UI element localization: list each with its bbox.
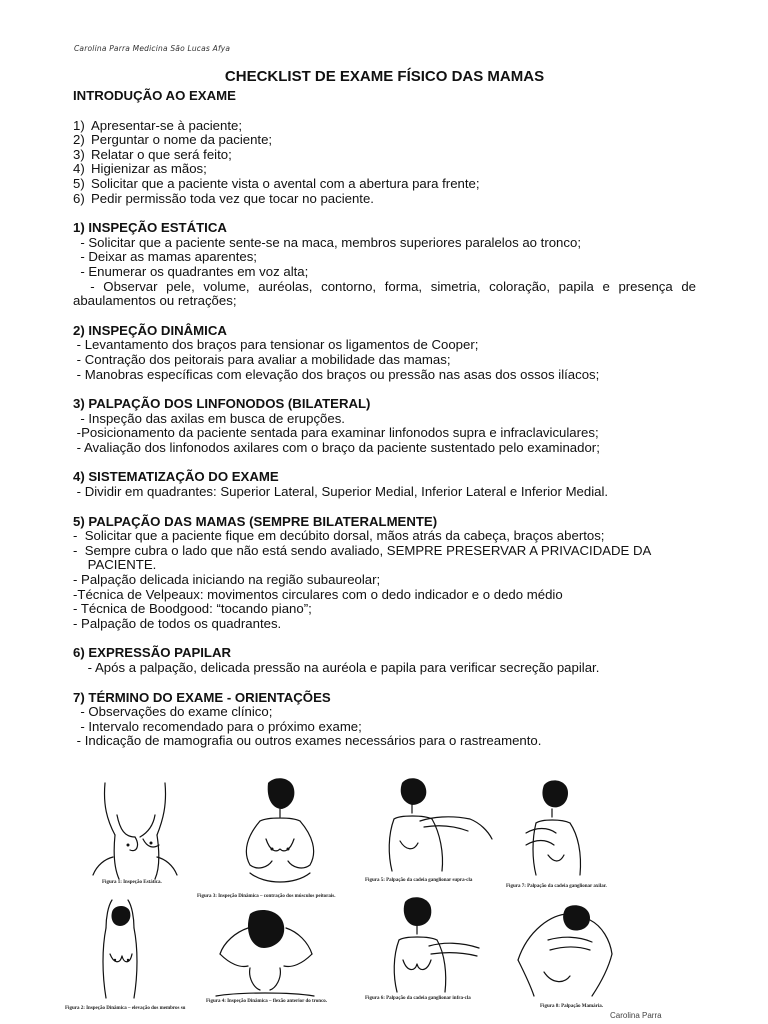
intro-item <box>73 177 696 192</box>
section-line: - Deixar as mamas aparentes; <box>73 249 257 265</box>
figure-3-illustration <box>220 775 340 890</box>
spacer <box>73 309 696 324</box>
footer-note: Carolina Parra <box>610 1011 662 1020</box>
section-line: - Indicação de mamografia ou outros exames necessários para o rastreamento. <box>73 733 542 749</box>
item-text: Solicitar que a paciente vista o avental com a abertura para frente; <box>91 175 480 191</box>
item-number: 4) <box>73 161 85 177</box>
intro-list <box>73 119 696 207</box>
section-line: - Intervalo recomendado para o próximo exame; <box>73 718 362 734</box>
figure-panel <box>60 770 620 1015</box>
item-text: Perguntar o nome da paciente; <box>91 132 273 148</box>
section-line: - Solicitar que a paciente fique em decúbito dorsal, mãos atrás da cabeça, braços abertos; <box>73 528 605 544</box>
section-heading: 2) INSPEÇÃO DINÂMICA <box>73 322 227 338</box>
section-line: - Levantamento dos braços para tensionar os ligamentos de Cooper; <box>73 337 479 353</box>
section-line: PACIENTE. <box>73 557 157 573</box>
section-line: - Técnica de Boodgood: “tocando piano”; <box>73 601 312 617</box>
figure-caption: Figura 3: Inspeção Dinâmica – contração dos músculos peitorais. <box>197 894 336 899</box>
section-heading: 4) SISTEMATIZAÇÃO DO EXAME <box>73 469 279 485</box>
figure-8-illustration <box>508 900 618 1000</box>
section-line: - Observações do exame clínico; <box>73 704 273 720</box>
section-line: - Inspeção das axilas em busca de erupções. <box>73 410 345 426</box>
intro-item <box>73 119 696 134</box>
intro-heading: INTRODUÇÃO AO EXAME <box>73 88 236 103</box>
section-line: -Posicionamento da paciente sentada para examinar linfonodos supra e infraclaviculares; <box>73 425 599 441</box>
figure-caption: Figura 1: Inspeção Estática. <box>102 880 162 885</box>
figure-caption: Figura 8: Palpação Mamária. <box>540 1004 604 1009</box>
section-heading: 1) INSPEÇÃO ESTÁTICA <box>73 220 227 236</box>
item-text: Relatar o que será feito; <box>91 146 232 162</box>
spacer <box>73 206 696 221</box>
section-heading: 6) EXPRESSÃO PAPILAR <box>73 645 232 661</box>
sections <box>73 206 700 749</box>
item-number: 6) <box>73 190 85 206</box>
figure-caption: Figura 5: Palpação da cadeia ganglionar supra-cla <box>365 878 473 883</box>
section-line: - Palpação delicada iniciando na região subaureolar; <box>73 572 381 588</box>
section-line: - Sempre cubra o lado que não está sendo avaliado, SEMPRE PRESERVAR A PRIVACIDADE DA <box>73 542 652 558</box>
section-line: - Observar pele, volume, auréolas, contorno, forma, simetria, coloração, papila e presença de abaulamentos ou retrações; <box>73 278 700 309</box>
section-heading: 5) PALPAÇÃO DAS MAMAS (SEMPRE BILATERALMENTE) <box>73 513 438 529</box>
spacer <box>73 104 696 119</box>
spacer <box>73 455 696 470</box>
spacer <box>73 500 696 515</box>
section-line: - Contração dos peitorais para avaliar a mobilidade das mamas; <box>73 351 451 367</box>
section-heading: 7) TÉRMINO DO EXAME - ORIENTAÇÕES <box>73 689 331 705</box>
section-heading: 3) PALPAÇÃO DOS LINFONODOS (BILATERAL) <box>73 396 371 412</box>
item-text: Higienizar as mãos; <box>91 161 207 177</box>
intro-item <box>73 192 696 207</box>
section-line: - Após a palpação, delicada pressão na auréola e papila para verificar secreção papilar. <box>73 660 600 675</box>
item-number: 3) <box>73 146 85 162</box>
figure-caption: Figura 4: Inspeção Dinâmica – flexão anterior do tronco. <box>206 999 328 1004</box>
figure-caption: Figura 2: Inspeção Dinâmica – elevação dos membros su <box>65 1006 186 1011</box>
section-line: - Avaliação dos linfonodos axilares com o braço da paciente sustentado pelo examinador; <box>73 439 600 455</box>
spacer <box>73 382 696 397</box>
item-number: 2) <box>73 132 85 148</box>
checklist-document <box>73 68 700 749</box>
section-line: - Manobras específicas com elevação dos braços ou pressão nas asas dos ossos ilíacos; <box>73 366 600 382</box>
figure-4-illustration <box>210 908 320 998</box>
page-title: CHECKLIST DE EXAME FÍSICO DAS MAMAS <box>224 68 545 85</box>
item-text: Pedir permissão toda vez que tocar no paciente. <box>91 190 374 206</box>
section-line: - Dividir em quadrantes: Superior Lateral, Superior Medial, Inferior Lateral e Inferior Medial. <box>73 484 609 500</box>
intro-item <box>73 162 696 177</box>
figure-caption: Figura 7: Palpação da cadeia ganglionar axilar. <box>506 884 607 889</box>
figure-7-illustration <box>522 775 602 883</box>
figure-1-illustration <box>85 775 185 880</box>
figure-caption: Figura 6: Palpação da cadeia ganglionar infra-cla <box>365 996 471 1001</box>
section-line: - Palpação de todos os quadrantes. <box>73 615 282 631</box>
intro-item <box>73 148 696 163</box>
section-line: - Enumerar os quadrantes em voz alta; <box>73 263 309 279</box>
section-line: -Técnica de Velpeaux: movimentos circulares com o dedo indicador e o dedo médio <box>73 586 563 602</box>
section-line: - Solicitar que a paciente sente-se na maca, membros superiores paralelos ao tronco; <box>73 234 581 250</box>
figure-2-illustration <box>90 898 150 1003</box>
intro-item <box>73 133 696 148</box>
figure-6-illustration <box>385 894 485 994</box>
figure-5-illustration <box>380 775 500 875</box>
spacer <box>73 676 696 691</box>
item-text: Apresentar-se à paciente; <box>91 117 243 133</box>
spacer <box>73 631 696 646</box>
header-note: Carolina Parra Medicina São Lucas Afya <box>74 44 231 53</box>
item-number: 5) <box>73 175 85 191</box>
item-number: 1) <box>73 117 85 133</box>
